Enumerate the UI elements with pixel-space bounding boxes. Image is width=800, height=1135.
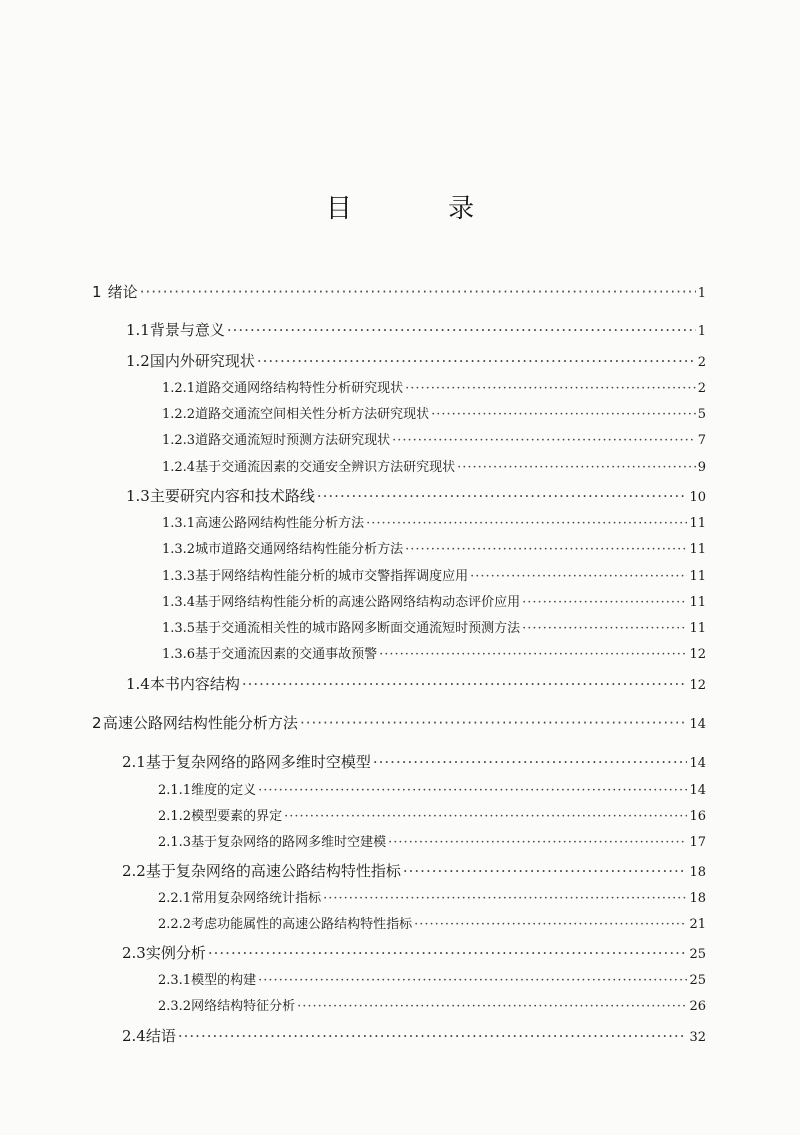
dot-leader [258, 973, 687, 988]
entry-page: 11 [689, 516, 706, 531]
dot-leader [178, 1027, 688, 1045]
entry-page: 14 [689, 717, 706, 732]
entry-number: 1.3.5 [162, 621, 196, 636]
entry-number: 2.3 [122, 944, 146, 962]
entry-title: 结语 [145, 1027, 176, 1045]
entry-number: 1.3.4 [162, 595, 196, 610]
toc-entry-subsection[interactable] [162, 403, 706, 422]
entry-number: 2.2.2 [158, 917, 192, 932]
entry-page: 2 [697, 381, 706, 396]
toc-entry-subsection[interactable] [162, 377, 706, 396]
entry-page: 5 [697, 407, 706, 422]
entry-number: 1.2.3 [162, 433, 196, 448]
toc-entry-subsection[interactable] [158, 969, 706, 988]
entry-page: 1 [697, 286, 706, 301]
toc-entry-chapter[interactable] [92, 281, 706, 302]
dot-leader [388, 835, 687, 850]
entry-title: 高速公路网结构性能分析方法 [195, 516, 365, 531]
entry-page: 10 [689, 490, 706, 505]
dot-leader [257, 352, 696, 370]
entry-number: 1.3 [126, 487, 150, 505]
dot-leader [405, 542, 687, 557]
entry-number: 1 [92, 283, 102, 301]
entry-page: 2 [697, 355, 706, 370]
toc-entry-subsection[interactable] [158, 805, 706, 824]
entry-title: 道路交通网络结构特性分析研究现状 [195, 381, 404, 396]
entry-number: 2.3.2 [158, 999, 192, 1014]
entry-page: 14 [689, 783, 706, 798]
toc-entry-subsection[interactable] [162, 456, 706, 475]
dot-leader [431, 407, 696, 422]
entry-title: 基于交通流相关性的城市路网多断面交通流短时预测方法 [195, 621, 521, 636]
entry-page: 11 [689, 569, 706, 584]
entry-title: 基于交通流因素的交通事故预警 [195, 647, 378, 662]
dot-leader [379, 647, 687, 662]
entry-title: 道路交通流短时预测方法研究现状 [195, 433, 391, 448]
toc-entry-section[interactable] [126, 319, 706, 340]
entry-number: 1.2.1 [162, 381, 196, 396]
entry-page: 12 [689, 678, 706, 693]
toc-entry-section[interactable] [122, 860, 706, 881]
entry-title: 网络结构特征分析 [191, 999, 296, 1014]
toc-entry-subsection[interactable] [162, 538, 706, 557]
entry-number: 1.1 [126, 321, 150, 339]
entry-title: 本书内容结构 [149, 675, 240, 693]
toc-entry-section[interactable] [126, 673, 706, 694]
dot-leader [366, 516, 687, 531]
entry-title: 基于网络结构性能分析的城市交警指挥调度应用 [195, 569, 469, 584]
dot-leader [373, 753, 688, 771]
toc-entry-section[interactable] [122, 751, 706, 772]
entry-number: 1.2.2 [162, 407, 196, 422]
entry-page: 16 [689, 809, 706, 824]
entry-number: 1.3.6 [162, 647, 196, 662]
dot-leader [258, 783, 687, 798]
dot-leader [297, 999, 687, 1014]
entry-page: 9 [697, 460, 706, 475]
entry-title: 基于网络结构性能分析的高速公路网络结构动态评价应用 [195, 595, 521, 610]
toc-entry-subsection[interactable] [162, 591, 706, 610]
entry-title: 绪论 [107, 283, 138, 301]
toc-entry-subsection[interactable] [162, 429, 706, 448]
entry-page: 18 [689, 865, 706, 880]
entry-title: 城市道路交通网络结构性能分析方法 [195, 542, 404, 557]
entry-number: 2.4 [122, 1027, 146, 1045]
entry-title: 高速公路网结构性能分析方法 [102, 714, 298, 732]
entry-number: 1.2 [126, 352, 150, 370]
dot-leader [457, 460, 696, 475]
dot-leader [405, 381, 696, 396]
entry-number: 2.2.1 [158, 891, 192, 906]
entry-title: 实例分析 [145, 944, 206, 962]
dot-leader [323, 891, 687, 906]
entry-title: 背景与意义 [149, 321, 225, 339]
entry-number: 2.1 [122, 753, 146, 771]
dot-leader [300, 714, 688, 732]
page-title: 目 录 [325, 194, 519, 224]
dot-leader [208, 944, 688, 962]
entry-page: 11 [689, 595, 706, 610]
entry-title: 基于复杂网络的路网多维时空模型 [145, 753, 371, 771]
toc-entry-section[interactable] [122, 1025, 706, 1046]
dot-leader [317, 487, 688, 505]
entry-page: 26 [689, 999, 706, 1014]
entry-title: 考虑功能属性的高速公路结构特性指标 [191, 917, 413, 932]
dot-leader [140, 283, 696, 301]
toc-entry-section[interactable] [126, 485, 706, 506]
entry-title: 国内外研究现状 [149, 352, 255, 370]
entry-number: 1.2.4 [162, 460, 196, 475]
toc-entry-subsection[interactable] [158, 831, 706, 850]
entry-page: 1 [697, 324, 706, 339]
entry-number: 2.1.2 [158, 809, 192, 824]
entry-page: 25 [689, 973, 706, 988]
entry-title: 基于复杂网络的高速公路结构特性指标 [145, 862, 401, 880]
entry-title: 常用复杂网络统计指标 [191, 891, 322, 906]
entry-number: 1.4 [126, 675, 150, 693]
entry-page: 11 [689, 542, 706, 557]
entry-title: 道路交通流空间相关性分析方法研究现状 [195, 407, 430, 422]
toc-entry-subsection[interactable] [158, 995, 706, 1014]
entry-number: 2.1.3 [158, 835, 192, 850]
entry-page: 14 [689, 756, 706, 771]
dot-leader [522, 621, 687, 636]
entry-number: 1.3.3 [162, 569, 196, 584]
dot-leader [414, 917, 687, 932]
entry-page: 21 [689, 917, 706, 932]
entry-number: 1.3.2 [162, 542, 196, 557]
dot-leader [242, 675, 688, 693]
toc-entry-subsection[interactable] [162, 617, 706, 636]
entry-page: 32 [689, 1030, 706, 1045]
entry-page: 18 [689, 891, 706, 906]
entry-number: 1.3.1 [162, 516, 196, 531]
toc-entry-section[interactable] [122, 942, 706, 963]
entry-title: 基于复杂网络的路网多维时空建模 [191, 835, 387, 850]
entry-page: 12 [689, 647, 706, 662]
dot-leader [392, 433, 696, 448]
entry-title: 模型要素的界定 [191, 809, 283, 824]
toc-entry-section[interactable] [126, 350, 706, 371]
dot-leader [284, 809, 687, 824]
dot-leader [470, 569, 687, 584]
toc-entry-subsection[interactable] [158, 887, 706, 906]
entry-number: 2 [92, 714, 102, 732]
entry-number: 2.3.1 [158, 973, 192, 988]
toc-entry-subsection[interactable] [162, 512, 706, 531]
toc-entry-subsection[interactable] [158, 779, 706, 798]
toc-entry-subsection[interactable] [158, 913, 706, 932]
toc-entry-subsection[interactable] [162, 565, 706, 584]
entry-title: 基于交通流因素的交通安全辨识方法研究现状 [195, 460, 456, 475]
entry-number: 2.1.1 [158, 783, 192, 798]
toc-entry-chapter[interactable] [92, 712, 706, 733]
entry-number: 2.2 [122, 862, 146, 880]
toc-entry-subsection[interactable] [162, 643, 706, 662]
entry-title: 维度的定义 [191, 783, 257, 798]
entry-title: 主要研究内容和技术路线 [149, 487, 315, 505]
dot-leader [522, 595, 687, 610]
entry-page: 11 [689, 621, 706, 636]
dot-leader [227, 321, 696, 339]
entry-page: 7 [697, 433, 706, 448]
dot-leader [403, 862, 688, 880]
entry-title: 模型的构建 [191, 973, 257, 988]
entry-page: 17 [689, 835, 706, 850]
entry-page: 25 [689, 947, 706, 962]
